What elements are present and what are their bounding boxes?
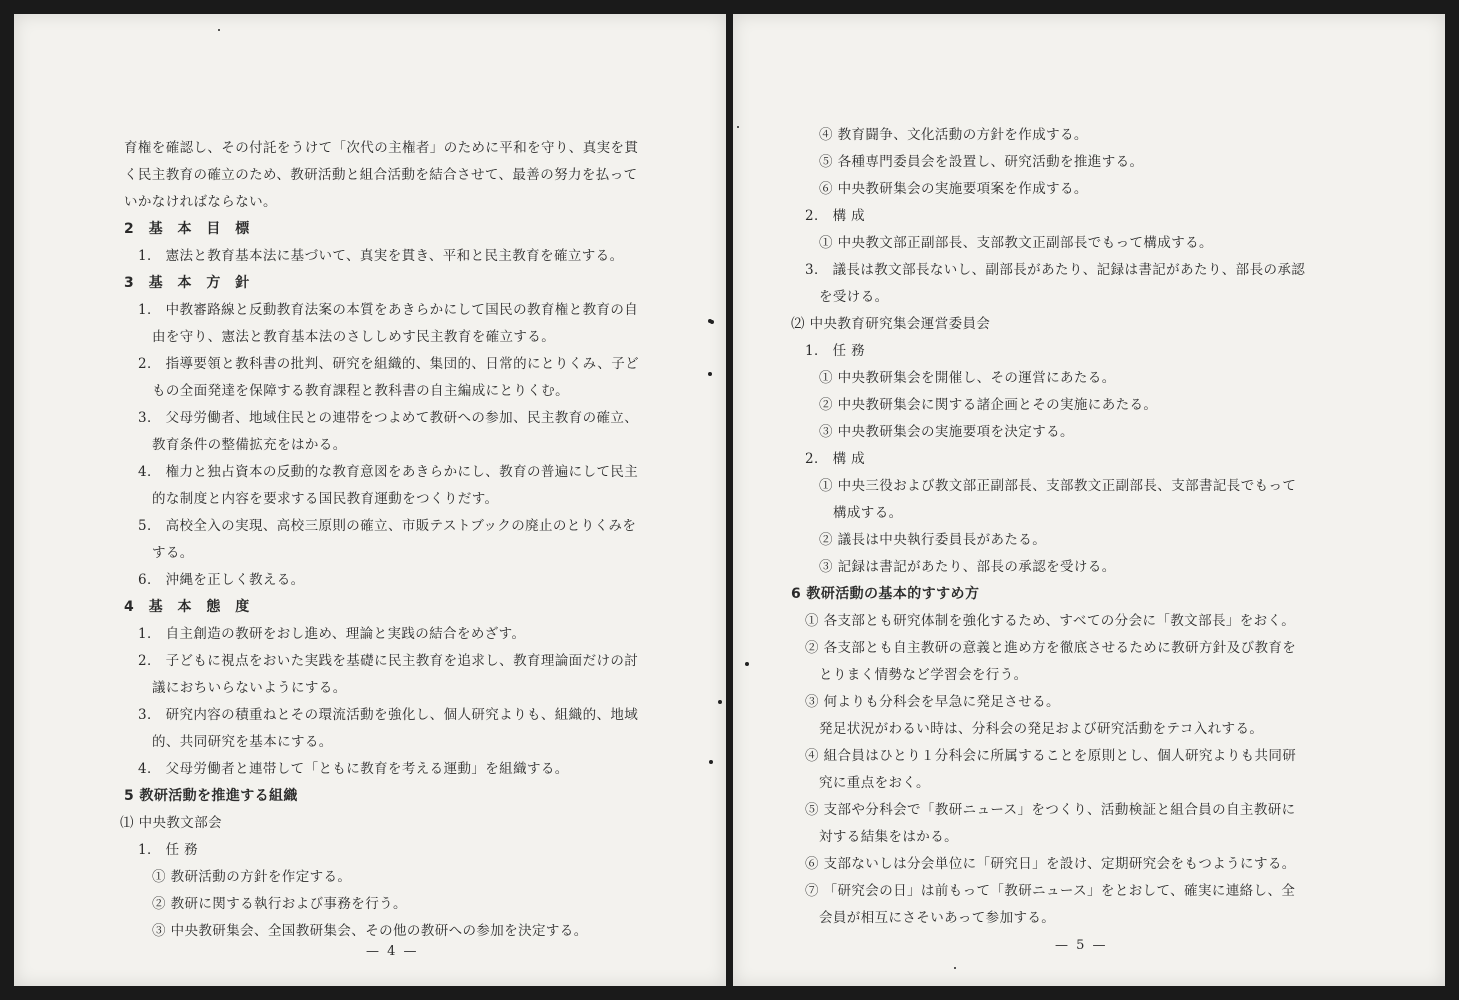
text-line: ⑥ 中央教研集会の実施要項案を作成する。: [819, 181, 1088, 197]
page-number: — 4 —: [366, 944, 419, 959]
page-number: — 5 —: [1055, 938, 1108, 953]
text-line: 4． 父母労働者と連帯して「ともに教育を考える運動」を組織する。: [138, 761, 569, 777]
text-line: 1． 任 務: [805, 343, 866, 359]
section-heading: 3 基 本 方 針: [124, 275, 255, 291]
text-line: く民主教育の確立のため、教研活動と組合活動を結合させて、最善の努力を払って: [124, 167, 638, 183]
text-line: 的な制度と内容を要求する国民教育運動をつくりだす。: [152, 491, 499, 507]
text-line: 構成する。: [833, 505, 903, 521]
text-line: 3． 議長は教文部長ないし、副部長があたり、記録は書記があたり、部長の承認: [805, 262, 1306, 278]
text-line: 3． 研究内容の積重ねとその環流活動を強化し、個人研究よりも、組織的、地域: [138, 707, 639, 723]
text-line: 1． 憲法と教育基本法に基づいて、真実を貫き、平和と民主教育を確立する。: [138, 248, 624, 264]
text-line: 3． 父母労働者、地域住民との連帯をつよめて教研への参加、民主教育の確立、: [138, 410, 639, 426]
text-line: ④ 教育闘争、文化活動の方針を作成する。: [819, 127, 1088, 143]
text-line: 究に重点をおく。: [819, 775, 930, 791]
text-line: もの全面発達を保障する教育課程と教科書の自主編成にとりくむ。: [152, 383, 569, 399]
text-line: いかなければならない。: [124, 194, 277, 210]
text-line: 教育条件の整備拡充をはかる。: [152, 437, 347, 453]
text-line: 6． 沖縄を正しく教える。: [138, 572, 305, 588]
text-line: 4． 権力と独占資本の反動的な教育意図をあきらかにし、教育の普遍にして民主: [138, 464, 639, 480]
subsection-heading: ⑵ 中央教育研究集会運営委員会: [791, 316, 991, 332]
spine-speck: [745, 662, 749, 666]
text-line: ② 中央教研集会に関する諸企画とその実施にあたる。: [819, 397, 1158, 413]
text-line: ③ 記録は書記があたり、部長の承認を受ける。: [819, 559, 1116, 575]
subsection-heading: ⑴ 中央教文部会: [120, 815, 222, 831]
text-line: ① 各支部とも研究体制を強化するため、すべての分会に「教文部長」をおく。: [805, 613, 1296, 629]
section-heading: 4 基 本 態 度: [124, 599, 255, 615]
text-line: ⑦ 「研究会の日」は前もって「教研ニュース」をとおして、確実に連絡し、全: [805, 883, 1296, 899]
text-line: 対する結集をはかる。: [819, 829, 958, 845]
text-line: ① 教研活動の方針を作定する。: [152, 869, 352, 885]
text-line: ⑤ 支部や分科会で「教研ニュース」をつくり、活動検証と組合員の自主教研に: [805, 802, 1296, 818]
text-line: 育権を確認し、その付託をうけて「次代の主権者」のために平和を守り、真実を貫: [124, 140, 639, 156]
text-line: を受ける。: [819, 289, 889, 305]
text-line: ③ 中央教研集会、全国教研集会、その他の教研への参加を決定する。: [152, 923, 588, 939]
text-line: 由を守り、憲法と教育基本法のさししめす民主教育を確立する。: [152, 329, 556, 345]
text-line: ③ 中央教研集会の実施要項を決定する。: [819, 424, 1074, 440]
text-line: ① 中央教研集会を開催し、その運営にあたる。: [819, 370, 1116, 386]
left-page: [14, 14, 726, 986]
spine-speck: [710, 320, 714, 324]
text-line: 1． 任 務: [138, 842, 199, 858]
text-line: ② 各支部とも自主教研の意義と進め方を徹底させるために教研方針及び教育を: [805, 640, 1297, 656]
section-heading: 6 教研活動の基本的すすめ方: [791, 586, 980, 602]
paper-speck: [218, 29, 220, 31]
section-heading: 5 教研活動を推進する組織: [124, 788, 298, 804]
text-line: ① 中央教文部正副部長、支部教文正副部長でもって構成する。: [819, 235, 1213, 251]
text-line: ③ 何よりも分科会を早急に発足させる。: [805, 694, 1060, 710]
text-line: 5． 高校全入の実現、高校三原則の確立、市販テストブックの廃止のとりくみを: [138, 518, 637, 534]
paper-speck: [954, 967, 956, 969]
text-line: 2． 指導要領と教科書の批判、研究を組織的、集団的、日常的にとりくみ、子ど: [138, 356, 639, 372]
spine-speck: [718, 700, 722, 704]
text-line: ⑥ 支部ないしは分会単位に「研究日」を設け、定期研究会をもつようにする。: [805, 856, 1296, 872]
text-line: ② 議長は中央執行委員長があたる。: [819, 532, 1047, 548]
text-line: 1． 中教審路線と反動教育法案の本質をあきらかにして国民の教育権と教育の自: [138, 302, 639, 318]
text-line: ① 中央三役および教文部正副部長、支部教文正副部長、支部書記長でもって: [819, 478, 1297, 494]
text-line: 的、共同研究を基本にする。: [152, 734, 333, 750]
text-line: 発足状況がわるい時は、分科会の発足および研究活動をテコ入れする。: [819, 721, 1264, 737]
text-line: 2． 構 成: [805, 451, 866, 467]
spine-speck: [708, 372, 712, 376]
spine-speck: [737, 126, 739, 128]
spine-speck: [709, 760, 713, 764]
text-line: 1． 自主創造の教研をおし進め、理論と実践の結合をめざす。: [138, 626, 526, 642]
text-line: ② 教研に関する執行および事務を行う。: [152, 896, 407, 912]
text-line: ④ 組合員はひとり１分科会に所属することを原則とし、個人研究よりも共同研: [805, 748, 1297, 764]
right-page: [733, 14, 1445, 986]
text-line: 2． 子どもに視点をおいた実践を基礎に民主教育を追求し、教育理論面だけの討: [138, 653, 639, 669]
text-line: 議におちいらないようにする。: [152, 680, 347, 696]
text-line: 2． 構 成: [805, 208, 866, 224]
text-line: 会員が相互にさそいあって参加する。: [819, 910, 1056, 926]
text-line: とりまく情勢など学習会を行う。: [819, 667, 1028, 683]
text-line: する。: [152, 545, 194, 561]
text-line: ⑤ 各種専門委員会を設置し、研究活動を推進する。: [819, 154, 1144, 170]
section-heading: 2 基 本 目 標: [124, 221, 255, 237]
